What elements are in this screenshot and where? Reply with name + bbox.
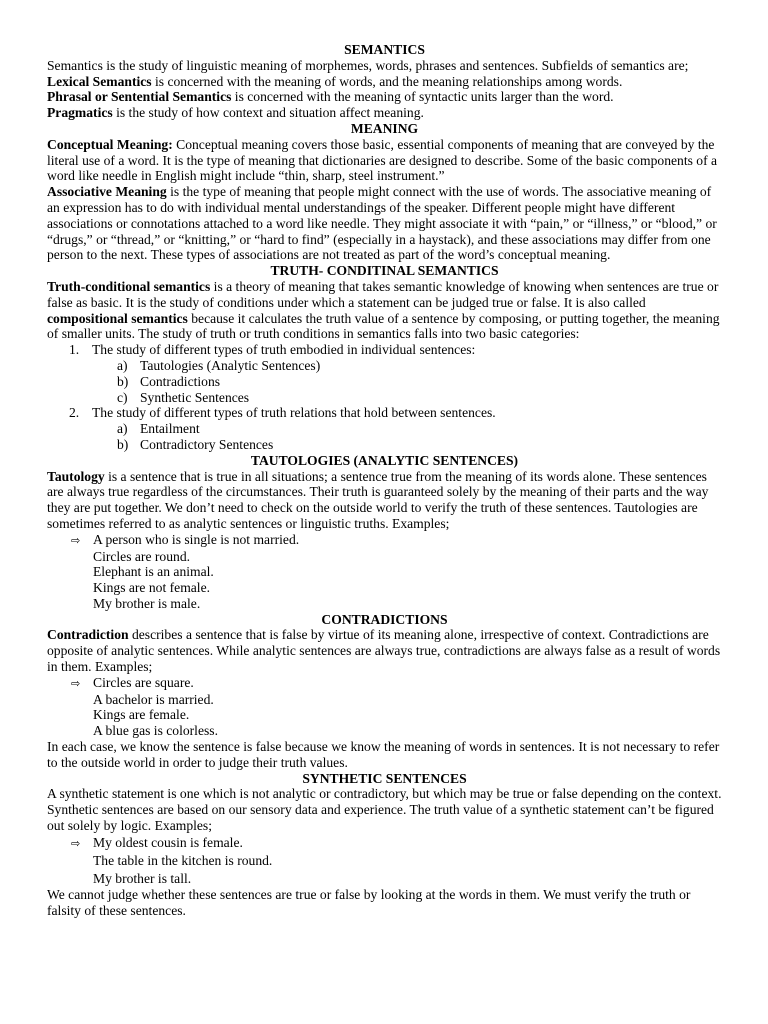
list-item: ⇨ A person who is single is not married. xyxy=(71,531,300,547)
synthetic-examples xyxy=(71,834,722,888)
list-item: A bachelor is married. xyxy=(93,691,214,707)
truth-conditional-definition: Truth-conditional semantics is a theory of meaning that takes semantic knowledge of knowing when sentences are true or false as basic. It is the study of conditions under which a statement can be judged true or false. It is also called compositional semantics because it calculates the truth value of a sentence by composing, or putting together, the meaning of smaller units. The study of truth or truth conditions in semantics falls into two basic categories: xyxy=(47,278,720,342)
heading-truth-conditional: TRUTH- CONDITINAL SEMANTICS xyxy=(270,263,499,279)
term-compositional-semantics: compositional semantics xyxy=(47,310,188,326)
contradiction-examples xyxy=(71,675,722,739)
conceptual-meaning-definition: Conceptual Meaning: Conceptual meaning covers those basic, essential components of meaning that are conveyed by the literal use of a word. It is the type of meaning that dictionaries are designed to describe. Some of the basic components of a word like needle in English might include “thin, sharp, steel instrument.” xyxy=(47,136,718,184)
semantics-intro: Semantics is the study of linguistic meaning of morphemes, words, phrases and sentences. Subfields of semantics are; xyxy=(47,57,689,73)
term-phrasal-semantics: Phrasal or Sentential Semantics xyxy=(47,89,232,105)
list-item: a) Entailment xyxy=(117,421,200,437)
term-truth-conditional: Truth-conditional semantics xyxy=(47,278,211,294)
list-item: 2. The study of different types of truth relations that hold between sentences. xyxy=(69,405,496,421)
tautology-definition: Tautology is a sentence that is true in all situations; a sentence true from the meaning of its words alone. These sentences are always true regardless of the circumstances. Their truth is guaranteed solely by the meaning of their parts and the way they are put together. We don’t need to check on the outside world to verify the truth of these sentences. Tautologies are sometimes referred to as analytic sentences or linguistic truths. Examples; xyxy=(47,468,709,531)
term-pragmatics: Pragmatics xyxy=(47,105,113,121)
arrow-right-outline-icon: ⇨ xyxy=(71,836,81,850)
contradiction-definition: Contradiction describes a sentence that is false by virtue of its meaning alone, irrespective of context. Contradictions are opposite of analytic sentences. While analytic sentences are always true, contradictions are always false as a result of words in them. Examples; xyxy=(47,627,721,675)
list-item: 1. The study of different types of truth embodied in individual sentences: xyxy=(69,342,476,358)
heading-meaning: MEANING xyxy=(350,120,419,136)
list-item: Circles are round. xyxy=(93,548,191,564)
heading-synthetic: SYNTHETIC SENTENCES xyxy=(302,770,467,786)
truth-categories-list xyxy=(47,342,722,453)
list-item: A blue gas is colorless. xyxy=(93,723,218,739)
list-item: Kings are not female. xyxy=(93,580,211,596)
associative-meaning-definition: Associative Meaning is the type of meaning that people might connect with the use of words. The associative meaning of an expression has to do with individual mental understandings of the speaker. Different people might have different associations or connotations attached to a word like needle. They might associate it with “pain,” or “illness,” or “blood,” or “drugs,” or “thread,” or “knitting,” or “hard to find” (especially in a haystack), and these associations may differ from one person to the next. These types of associations are not treated as part of the word’s conceptual meaning. xyxy=(47,184,717,263)
arrow-right-outline-icon: ⇨ xyxy=(71,533,81,547)
contradiction-explanation: In each case, we know the sentence is false because we know the meaning of words in sentences. It is not necessary to refer to the outside world in order to judge their truth values. xyxy=(47,739,720,770)
term-contradiction: Contradiction xyxy=(47,627,129,643)
list-item: Kings are female. xyxy=(93,707,190,723)
term-tautology: Tautology xyxy=(47,468,105,484)
phrasal-semantics-definition: Phrasal or Sentential Semantics is concerned with the meaning of syntactic units larger than the word. xyxy=(47,89,614,105)
term-lexical-semantics: Lexical Semantics xyxy=(47,73,152,89)
list-item: The table in the kitchen is round. xyxy=(93,853,273,869)
term-conceptual-meaning: Conceptual Meaning: xyxy=(47,136,173,152)
list-item: a) Tautologies (Analytic Sentences) xyxy=(117,357,321,373)
lexical-semantics-definition: Lexical Semantics is concerned with the meaning of words, and the meaning relationships among words. xyxy=(47,73,623,89)
pragmatics-definition: Pragmatics is the study of how context and situation affect meaning. xyxy=(47,105,424,121)
heading-contradictions: CONTRADICTIONS xyxy=(321,611,448,627)
list-item: ⇨ My oldest cousin is female. xyxy=(71,834,722,853)
list-item: c) Synthetic Sentences xyxy=(117,389,250,405)
list-item: My brother is male. xyxy=(93,595,201,611)
term-associative-meaning: Associative Meaning xyxy=(47,184,167,200)
heading-semantics: SEMANTICS xyxy=(344,42,425,57)
arrow-right-outline-icon: ⇨ xyxy=(71,676,81,690)
list-item: ⇨ Circles are square. xyxy=(71,674,194,690)
synthetic-definition: A synthetic statement is one which is not analytic or contradictory, but which may be true or false depending on the context. Synthetic sentences are based on our sensory data and experience. The truth value of a synthetic statement can’t be figured out solely by logic. Examples; xyxy=(47,786,722,834)
list-item: My brother is tall. xyxy=(93,870,192,886)
synthetic-explanation: We cannot judge whether these sentences are true or false by looking at the words in them. We must verify the truth or falsity of these sentences. xyxy=(47,887,691,919)
list-item: b) Contradictions xyxy=(117,373,221,389)
list-item: b) Contradictory Sentences xyxy=(117,436,274,452)
heading-tautologies: TAUTOLOGIES (ANALYTIC SENTENCES) xyxy=(250,452,519,468)
list-item: Elephant is an animal. xyxy=(93,564,214,580)
tautology-examples xyxy=(71,532,722,612)
